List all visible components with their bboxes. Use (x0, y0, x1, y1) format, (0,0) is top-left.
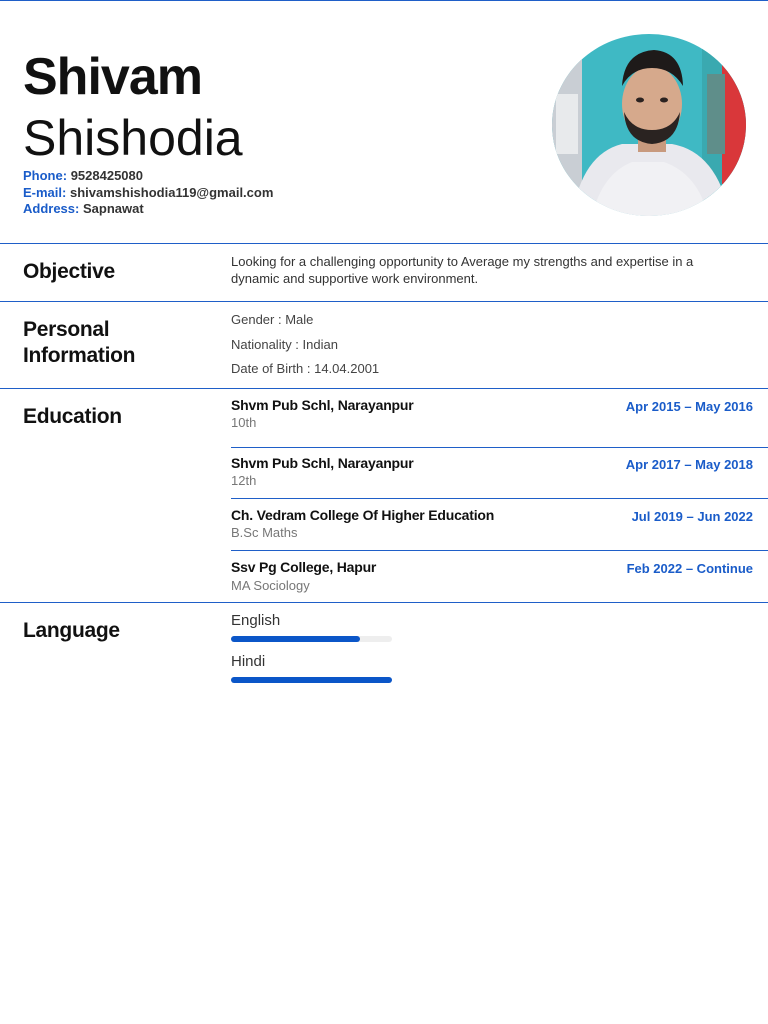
education-degree: 10th (231, 415, 257, 430)
dob-line: Date of Birth : 14.04.2001 (231, 361, 380, 376)
education-dates: Apr 2017 – May 2018 (625, 457, 753, 472)
objective-heading: Objective (23, 260, 115, 283)
profile-photo-illustration (552, 34, 746, 216)
phone-value: 9528425080 (70, 168, 143, 183)
education-degree: 12th (231, 473, 257, 488)
first-name: Shivam (23, 48, 202, 106)
email-line (23, 185, 273, 202)
language-level-bar (231, 677, 392, 683)
language-level-bar (231, 636, 392, 642)
address-value: Sapnawat (82, 201, 144, 216)
email-label: E-mail: (23, 184, 67, 200)
objective-text: Looking for a challenging opportunity to Average my strengths and expertise in a dynamic and supportive work environment. (231, 254, 694, 286)
profile-photo (552, 34, 746, 216)
education-school: Ssv Pg College, Hapur (231, 559, 377, 575)
personal-info-heading-line2: Information (23, 344, 136, 367)
nationality-line: Nationality : Indian (231, 337, 338, 352)
section-divider (0, 301, 768, 302)
contact-block (23, 168, 273, 218)
language-name: English (231, 612, 281, 629)
phone-line (23, 168, 273, 185)
last-name: Shishodia (23, 110, 243, 166)
personal-info-heading-line1: Personal (23, 318, 110, 341)
section-divider (0, 243, 768, 244)
education-degree: MA Sociology (231, 578, 310, 593)
language-heading: Language (23, 619, 120, 642)
education-heading: Education (23, 405, 122, 428)
language-level-fill (231, 677, 392, 683)
address-line (23, 201, 273, 218)
gender-line: Gender : Male (231, 312, 314, 327)
education-school: Shvm Pub Schl, Narayanpur (231, 455, 414, 471)
resume-header (0, 1, 768, 244)
education-school: Ch. Vedram College Of Higher Education (231, 507, 495, 523)
email-value: shivamshishodia119@gmail.com (69, 184, 274, 200)
education-divider (231, 550, 768, 551)
phone-label: Phone: (23, 168, 68, 183)
education-dates: Apr 2015 – May 2016 (625, 399, 753, 414)
language-name: Hindi (231, 653, 266, 670)
section-divider (0, 388, 768, 389)
education-school: Shvm Pub Schl, Narayanpur (231, 397, 414, 413)
education-dates: Feb 2022 – Continue (626, 561, 753, 576)
education-divider (231, 447, 768, 448)
address-label: Address: (23, 201, 80, 216)
education-degree: B.Sc Maths (231, 525, 298, 540)
education-dates: Jul 2019 – Jun 2022 (631, 509, 753, 524)
language-level-fill (231, 636, 360, 642)
section-divider (0, 602, 768, 603)
education-divider (231, 498, 768, 499)
personal-info-heading (23, 317, 135, 369)
